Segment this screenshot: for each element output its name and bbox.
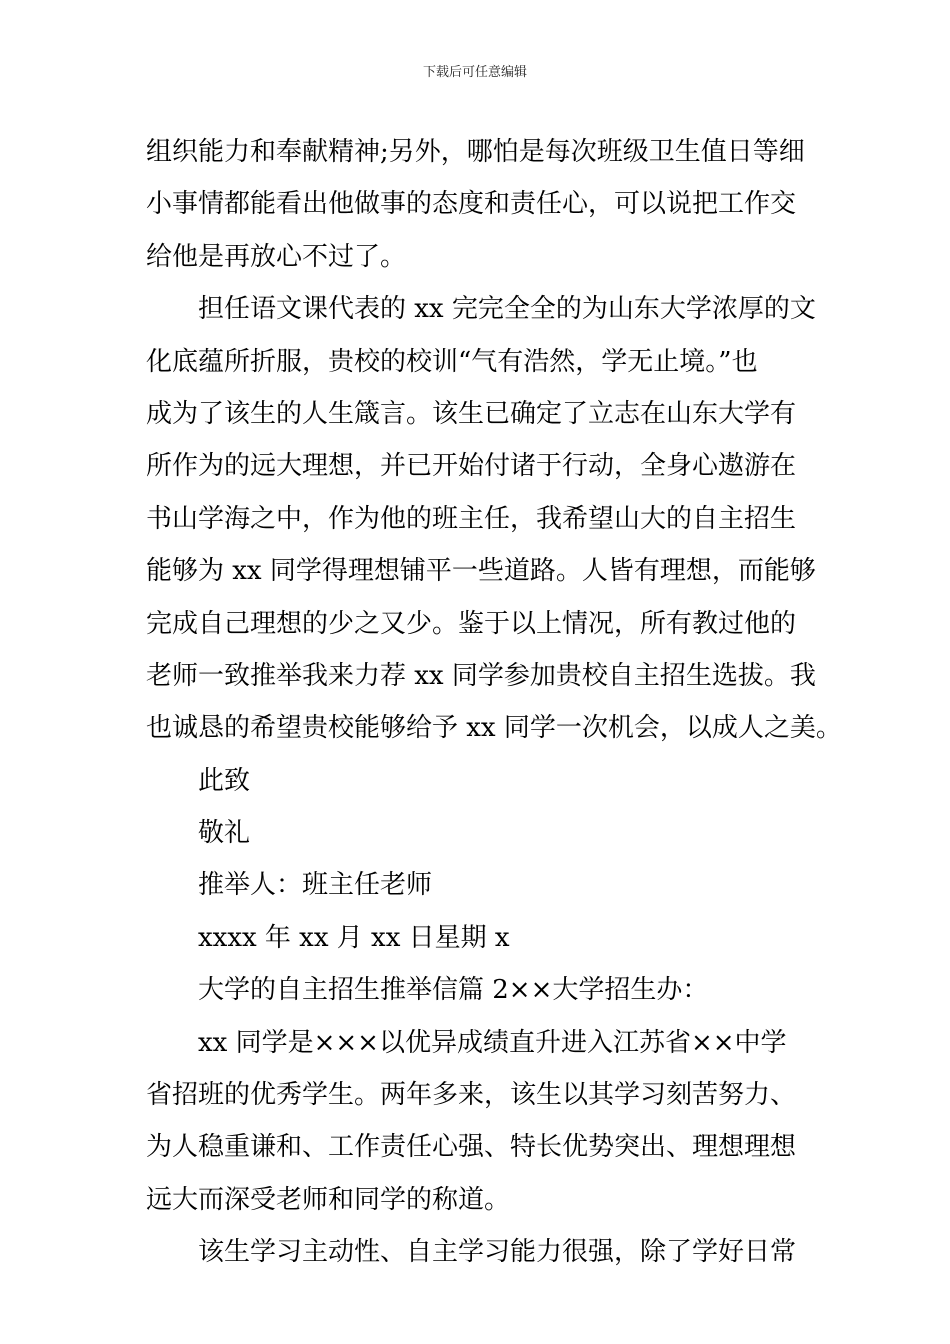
text-line: 该生学习主动性、自主学习能力很强，除了学好日常 bbox=[198, 1237, 797, 1268]
text-line: 书山学海之中，作为他的班主任，我希望山大的自主招生 bbox=[146, 503, 797, 534]
text-line: 完成自己理想的少之又少。鉴于以上情况，所有教过他的 bbox=[146, 608, 797, 639]
text-line: 此致 bbox=[198, 765, 251, 796]
text-line: 组织能力和奉献精神;另外，哪怕是每次班级卫生值日等细 bbox=[146, 137, 805, 167]
text-line: 省招班的优秀学生。两年多来，该生以其学习刻苦努力、 bbox=[146, 1080, 797, 1111]
text-line: xx 同学是×××以优异成绩直升进入江苏省××中学 bbox=[198, 1027, 787, 1058]
text-line: 成为了该生的人生箴言。该生已确定了立志在山东大学有 bbox=[146, 398, 797, 429]
text-line: 担任语文课代表的 xx 完完全全的为山东大学浓厚的文 bbox=[198, 294, 816, 325]
text-line: 远大而深受老师和同学的称道。 bbox=[146, 1184, 511, 1215]
text-line: 所作为的远大理想，并已开始付诸于行动，全身心遨游在 bbox=[146, 451, 797, 482]
document-body bbox=[146, 126, 842, 1279]
text-line: 老师一致推举我来力荐 xx 同学参加贵校自主招生选拔。我 bbox=[146, 660, 816, 691]
text-line: 推举人：班主任老师 bbox=[198, 870, 433, 901]
page-header: 下载后可任意编辑 bbox=[422, 65, 527, 80]
text-line: 也诚恳的希望贵校能够给予 xx 同学一次机会，以成人之美。 bbox=[146, 713, 842, 744]
text-line: 化底蕴所折服，贵校的校训“气有浩然，学无止境。”也 bbox=[146, 346, 758, 377]
text-line: 敬礼 bbox=[198, 818, 251, 849]
text-line: 为人稳重谦和、工作责任心强、特长优势突出、理想理想 bbox=[146, 1132, 797, 1163]
text-line: 大学的自主招生推举信篇 2××大学招生办： bbox=[198, 975, 709, 1006]
text-line: 给他是再放心不过了。 bbox=[146, 241, 407, 272]
text-line: 能够为 xx 同学得理想铺平一些道路。人皆有理想，而能够 bbox=[146, 556, 816, 587]
text-line: xxxx 年 xx 月 xx 日星期 x bbox=[198, 922, 510, 953]
text-line: 小事情都能看出他做事的态度和责任心，可以说把工作交 bbox=[146, 189, 797, 220]
